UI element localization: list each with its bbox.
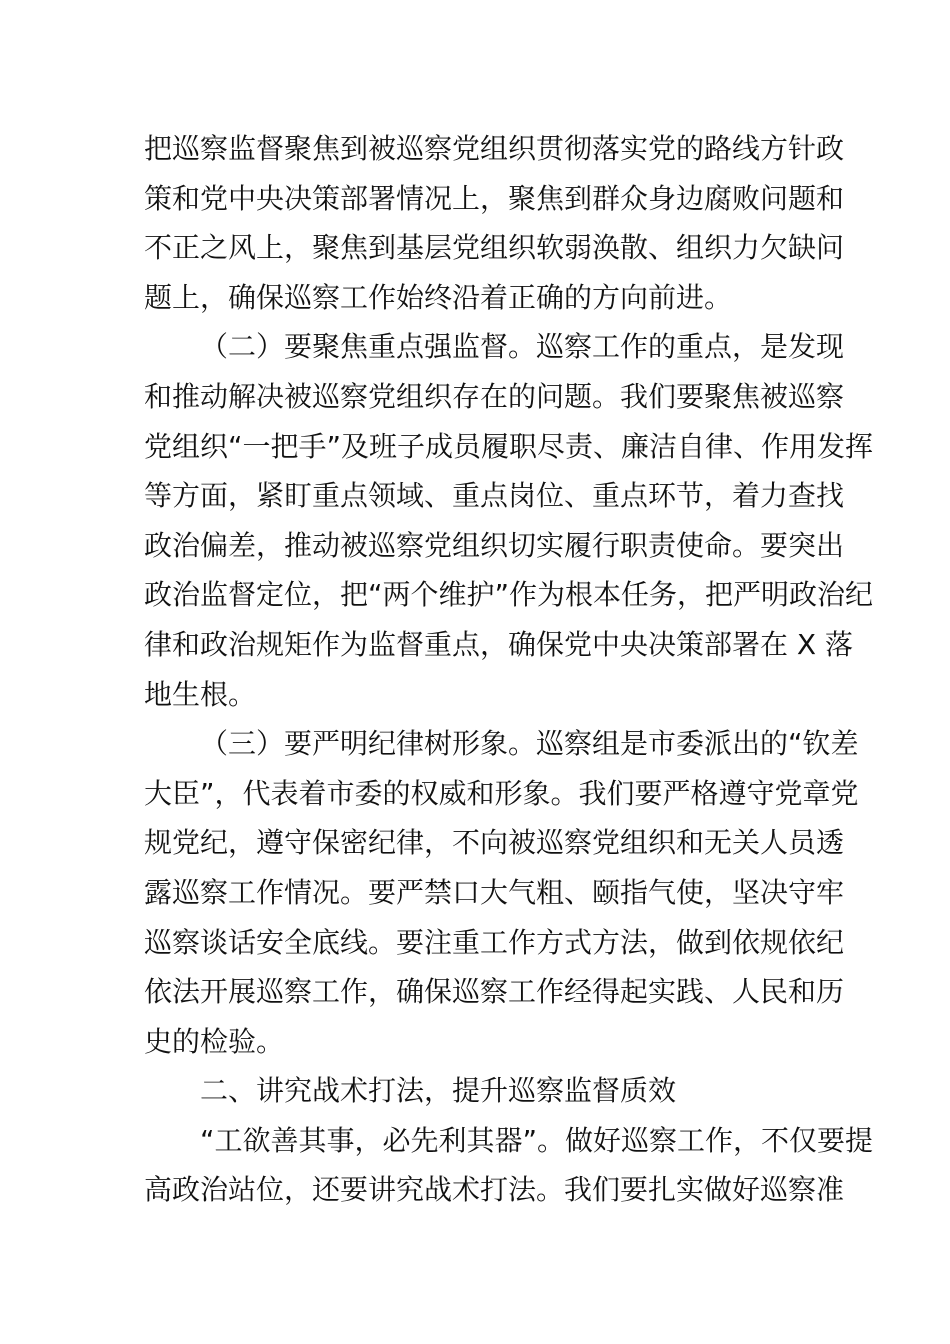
- text-line: 和推动解决被巡察党组织存在的问题。我们要聚焦被巡察: [144, 379, 845, 413]
- text-line: 题上，确保巡察工作始终沿着正确的方向前进。: [144, 280, 733, 314]
- text-line: 依法开展巡察工作，确保巡察工作经得起实践、人民和历: [144, 975, 845, 1009]
- text-line: 露巡察工作情况。要严禁口大气粗、颐指气使，坚决守牢: [144, 875, 845, 909]
- text-line: 史的检验。: [144, 1024, 285, 1058]
- text-line: 策和党中央决策部署情况上，聚焦到群众身边腐败问题和: [144, 181, 845, 215]
- text-line: 政治偏差，推动被巡察党组织切实履行职责使命。要突出: [144, 528, 845, 562]
- text-line: 大臣”，代表着市委的权威和形象。我们要严格遵守党章党: [144, 776, 859, 810]
- text-line: 地生根。: [144, 677, 257, 711]
- text-line: 政治监督定位，把“两个维护”作为根本任务，把严明政治纪: [144, 578, 874, 612]
- paragraph-continuation: [144, 124, 845, 322]
- paragraph-section-3: [144, 719, 859, 1066]
- text-line: 把巡察监督聚焦到被巡察党组织贯彻落实党的路线方针政: [144, 132, 845, 165]
- text-line: 巡察谈话安全底线。要注重工作方式方法，做到依规依纪: [144, 925, 845, 959]
- heading-line: 二、讲究战术打法，提升巡察监督质效: [200, 1074, 677, 1108]
- text-line: （二）要聚焦重点强监督。巡察工作的重点，是发现: [200, 330, 845, 364]
- text-line: 不正之风上，聚焦到基层党组织软弱涣散、组织力欠缺问: [144, 231, 845, 265]
- text-line: 规党纪，遵守保密纪律，不向被巡察党组织和无关人员透: [144, 826, 845, 860]
- text-line: 高政治站位，还要讲究战术打法。我们要扎实做好巡察准: [144, 1173, 845, 1207]
- document-body: [144, 124, 874, 1215]
- paragraph-section-tactics: [144, 1116, 874, 1215]
- text-line: 党组织“一把手”及班子成员履职尽责、廉洁自律、作用发挥: [144, 429, 874, 463]
- paragraph-section-2: [144, 322, 874, 719]
- text-line: “工欲善其事，必先利其器”。做好巡察工作，不仅要提: [200, 1123, 874, 1157]
- text-line: （三）要严明纪律树形象。巡察组是市委派出的“钦差: [200, 727, 859, 761]
- text-line: 等方面，紧盯重点领域、重点岗位、重点环节，着力查找: [144, 479, 845, 513]
- section-heading-2: [144, 1066, 809, 1116]
- text-line: 律和政治规矩作为监督重点，确保党中央决策部署在 X 落: [144, 627, 853, 661]
